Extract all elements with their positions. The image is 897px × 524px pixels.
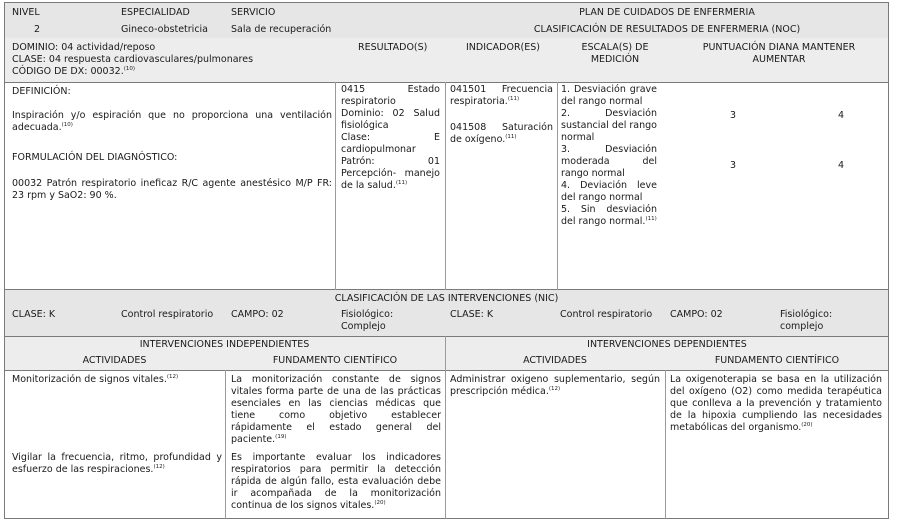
column-divider <box>335 82 336 290</box>
divider <box>4 336 889 337</box>
puntuacion-aumentar: 4 <box>838 160 845 171</box>
nic-right-control: Control respiratorio <box>560 309 653 320</box>
puntuacion-aumentar: 4 <box>838 110 845 121</box>
nic-left-fisio: Fisiológico: Complejo <box>341 309 394 332</box>
nic-right-clase: CLASE: K <box>450 309 494 320</box>
nic-left-control: Control respiratorio <box>121 309 214 320</box>
nivel-value: 2 <box>34 24 41 35</box>
column-divider <box>445 82 446 290</box>
indep-fundamento-1: La monitorización constante de signos vitales forma parte de una de las prácticas esenciales en las ciencias médicas que tiene como objetivo establecer rápidamente el estado general del paciente.$^{(19)}$ <box>231 374 441 445</box>
escala-item: 3. Desviación moderada del rango normal <box>561 144 657 179</box>
nic-right-fisio: Fisiológico: complejo <box>780 309 833 332</box>
nic-right-campo: CAMPO: 02 <box>670 309 723 320</box>
column-divider <box>665 370 666 519</box>
nivel-label: NIVEL <box>12 7 40 18</box>
puntuacion-mantener: 3 <box>730 160 737 171</box>
divider <box>4 289 889 290</box>
divider <box>4 82 889 83</box>
especialidad-value: Gineco-obstetricia <box>121 24 208 35</box>
indicadores-header: INDICADOR(ES) <box>466 42 540 53</box>
escala-item: 1. Desviación grave del rango normal <box>561 84 657 107</box>
especialidad-label: ESPECIALIDAD <box>121 7 190 18</box>
divider <box>4 370 889 371</box>
nic-left-clase: CLASE: K <box>12 309 56 320</box>
puntuacion-mantener: 3 <box>730 110 737 121</box>
dep-title: INTERVENCIONES DEPENDIENTES <box>587 339 747 350</box>
noc-title: CLASIFICACIÓN DE RESULTADOS DE ENFERMERIA (NOC) <box>533 24 801 35</box>
escala-item: 2. Desviación sustancial del rango normal <box>561 108 657 143</box>
definicion-label: DEFINICIÓN: <box>12 86 71 97</box>
formulacion-label: FORMULACIÓN DEL DIAGNÓSTICO: <box>12 152 178 163</box>
nic-title: CLASIFICACIÓN DE LAS INTERVENCIONES (NIC) <box>334 293 559 304</box>
indep-actividades-header: ACTIVIDADES <box>82 355 147 366</box>
dep-actividades-header: ACTIVIDADES <box>523 355 587 366</box>
plan-title: PLAN DE CUIDADOS DE ENFERMERIA <box>579 7 755 18</box>
indep-title: INTERVENCIONES INDEPENDIENTES <box>139 339 310 350</box>
escala-item: 4. Deviación leve del rango normal <box>561 180 657 203</box>
dep-actividad-1: Administrar oxigeno suplementario, según prescripción médica.$^{(12)}$ <box>450 374 660 397</box>
dep-fundamento-1: La oxigenoterapia se basa en la utilización del oxígeno (O2) como medida terapéutica que conlleva a la prevención y tratamiento de la hipoxia cumpliendo las necesidades metabólicas del organismo.$^{(20)}$ <box>670 374 882 433</box>
column-divider <box>557 82 558 290</box>
indep-actividad-2: Vigilar la frecuencia, ritmo, profundidad y esfuerzo de las respiraciones.$^{(12)}$ <box>12 452 222 475</box>
nursing-care-plan-table <box>4 2 889 519</box>
table-border <box>4 2 889 519</box>
resultado-text: 0415 Estado respiratorio Dominio: 02 Salud fisiológica Clase: E cardiopulmonar Patrón: 01 Percepción- manejo de la salud.$^{(11)}$ <box>341 84 440 191</box>
indicador-1: 041501 Frecuencia respiratoria.$^{(11)}$ <box>450 84 553 107</box>
codigo-text: CÓDIGO DE DX: 00032.$^{(10)}$ <box>12 65 136 77</box>
nic-left-campo: CAMPO: 02 <box>231 309 284 320</box>
servicio-label: SERVICIO <box>231 7 276 18</box>
indep-actividad-1: Monitorización de signos vitales.$^{(12)}$ <box>12 373 179 385</box>
indep-fundamento-header: FUNDAMENTO CIENTÍFICO <box>272 355 398 366</box>
puntuacion-header: PUNTUACIÓN DIANA MANTENER AUMENTAR <box>702 42 856 65</box>
definicion-text: Inspiración y/o espiración que no proporciona una ventilación adecuada.$^{(10)}$ <box>12 110 332 133</box>
resultados-header: RESULTADO(S) <box>358 42 428 53</box>
escala-list <box>561 84 657 228</box>
escala-item: 5. Sin desviación del rango normal.$^{(11)}$ <box>561 204 657 227</box>
servicio-value: Sala de recuperación <box>231 24 332 35</box>
indep-fundamento-2: Es importante evaluar los indicadores respiratorios para permitir la detección rápida de algún fallo, esta evaluación debe ir acompañada de la monitorización continua de los signos vitales.$^{(20)}$ <box>231 452 441 511</box>
dominio-text: DOMINIO: 04 actividad/reposo <box>12 42 156 53</box>
escala-header: ESCALA(S) DE MEDICIÓN <box>581 42 649 65</box>
dep-fundamento-header: FUNDAMENTO CIENTÍFICO <box>714 355 840 366</box>
column-divider <box>225 370 226 519</box>
clase-text: CLASE: 04 respuesta cardiovasculares/pulmonares <box>12 54 254 65</box>
indicador-2: 041508 Saturación de oxígeno.$^{(11)}$ <box>450 122 553 145</box>
formulacion-text: 00032 Patrón respiratorio ineficaz R/C agente anestésico M/P FR: 23 rpm y SaO2: 90 %. <box>12 178 332 201</box>
